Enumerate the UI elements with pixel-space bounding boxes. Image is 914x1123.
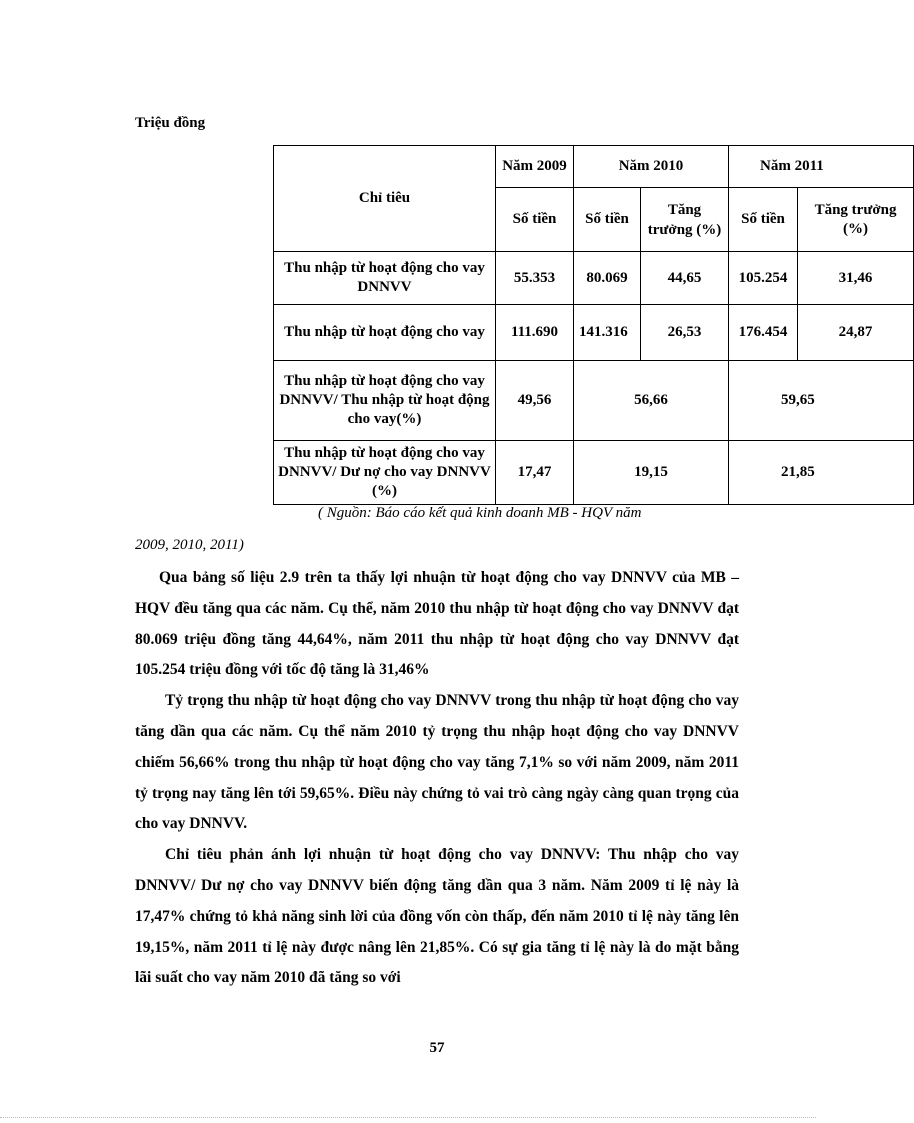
income-table [273,145,914,505]
cell-value: 44,65 [641,252,729,305]
body-text [135,563,739,994]
cell-value: 17,47 [496,441,574,505]
row-label: Thu nhập từ hoạt động cho vay DNNVV/ Dư nợ cho vay DNNVV (%) [274,441,496,505]
cell-value: 111.690 [496,305,574,361]
table-row [274,252,914,305]
header-growth-2011: Tăng trưởng (%) [798,188,914,252]
unit-label: Triệu đồng [135,115,206,131]
source-note: ( Nguồn: Báo cáo kết quả kinh doanh MB - HQV năm [318,505,642,521]
row-label: Thu nhập từ hoạt động cho vay DNNVV/ Thu nhập từ hoạt động cho vay(%) [274,361,496,441]
cell-value: 31,46 [798,252,914,305]
header-year-2011: Năm 2011 [729,146,914,188]
header-amount-2010: Số tiền [574,188,641,252]
cell-value: 105.254 [729,252,798,305]
header-criteria: Chỉ tiêu [274,146,496,252]
cell-value: 26,53 [641,305,729,361]
table-row [274,305,914,361]
cell-value: 80.069 [574,252,641,305]
source-note-continued: 2009, 2010, 2011) [135,537,244,553]
header-year-2009: Năm 2009 [496,146,574,188]
header-year-2010: Năm 2010 [574,146,729,188]
cell-value: 21,85 [729,441,914,505]
page-number: 57 [429,1040,445,1056]
paragraph: Tỷ trọng thu nhập từ hoạt động cho vay DNNVV trong thu nhập từ hoạt động cho vay tăng dần qua các năm. Cụ thể năm 2010 tỷ trọng thu nhập hoạt động cho vay DNNVV chiếm 56,66% trong thu nhập từ hoạt động cho vay tăng 7,1% so với năm 2009, năm 2011 tỷ trọng nay tăng lên tới 59,65%. Điều này chứng tỏ vai trò càng ngày càng quan trọng của cho vay DNNVV. [135,692,739,833]
income-table-wrapper [273,145,897,506]
page-divider [0,1117,816,1118]
row-label: Thu nhập từ hoạt động cho vay [274,305,496,361]
paragraph: Qua bảng số liệu 2.9 trên ta thấy lợi nhuận từ hoạt động cho vay DNNVV của MB – HQV đều tăng qua các năm. Cụ thể, năm 2010 thu nhập từ hoạt động cho vay DNNVV đạt 80.069 triệu đồng tăng 44,64%, năm 2011 thu nhập từ hoạt động cho vay DNNVV đạt 105.254 triệu đồng với tốc độ tăng là 31,46% [135,569,739,679]
cell-value: 19,15 [574,441,729,505]
cell-value: 176.454 [729,305,798,361]
cell-value: 56,66 [574,361,729,441]
cell-value: 24,87 [798,305,914,361]
table-row [274,361,914,441]
cell-value: 59,65 [729,361,914,441]
cell-value: 55.353 [496,252,574,305]
paragraph: Chỉ tiêu phản ánh lợi nhuận từ hoạt động cho vay DNNVV: Thu nhập cho vay DNNVV/ Dư nợ cho vay DNNVV biến động tăng dần qua 3 năm. Năm 2009 tỉ lệ này là 17,47% chứng tỏ khả năng sinh lời của đồng vốn còn thấp, đến năm 2010 tỉ lệ này tăng lên 19,15%, năm 2011 tỉ lệ này được nâng lên 21,85%. Có sự gia tăng tỉ lệ này là do mặt bằng lãi suất cho vay năm 2010 đã tăng so với [135,846,739,987]
header-amount-2011: Số tiền [729,188,798,252]
table-header-row-1 [274,146,914,188]
table-row [274,441,914,505]
header-amount-2009: Số tiền [496,188,574,252]
cell-value: 141.316 [574,305,641,361]
cell-value: 49,56 [496,361,574,441]
row-label: Thu nhập từ hoạt động cho vay DNNVV [274,252,496,305]
header-growth-2010: Tăng trưởng (%) [641,188,729,252]
